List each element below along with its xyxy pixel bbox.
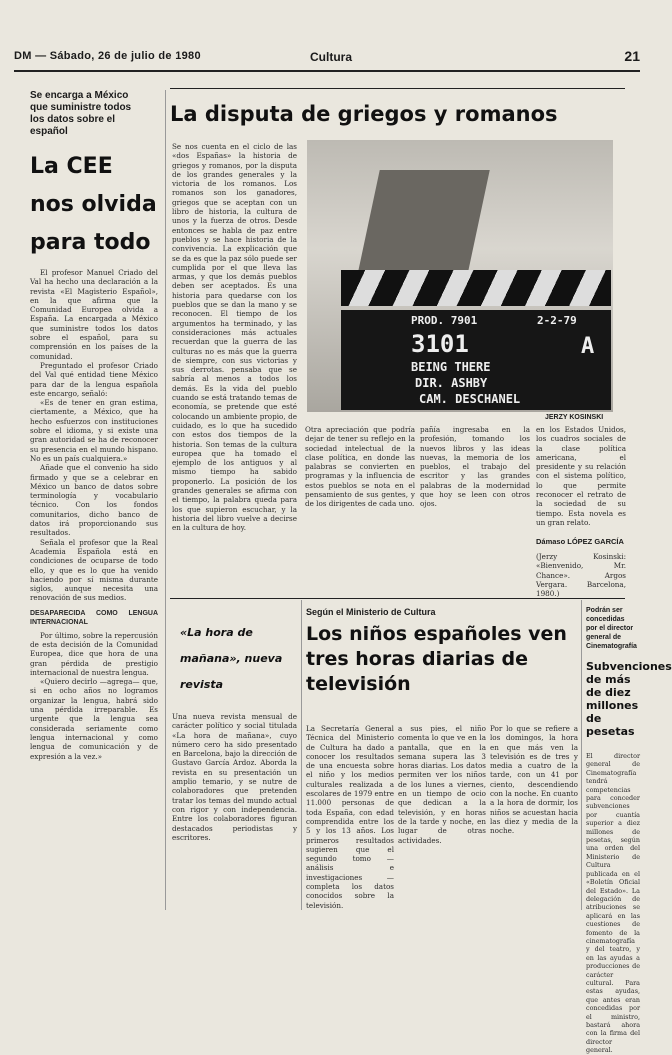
clapper-take: A (581, 334, 595, 359)
clapper-line2: DIR. ASHBY (415, 376, 488, 390)
story1-body (30, 268, 158, 913)
story1-p5: Señala el profesor que la Real Academia Española está en condiciones de ocuparse de todo ello, y que es lo que ha venido haciendo por sí misma durante siglos, aunque necesita una renovación de sus medios. (30, 537, 158, 603)
story1-p6: Por último, sobre la repercusión de esta decisión de la Comunidad Europea, dice que hora de una gran pérdida de prestigio internacional de nuestra lengua. (30, 630, 158, 677)
story2-signature: Dámaso LÓPEZ GARCÍA (536, 537, 624, 546)
story2-col3c: en los Estados Unidos, los cuadros sociales de la clase política americana, el presidente y su relación con el sistema político, lo que permite reconocer el retrato de la sociedad de su tiempo. Esta novela es un gran relato. (536, 425, 626, 527)
clapper-board (341, 310, 611, 410)
header-date: DM — Sábado, 26 de julio de 1980 (14, 50, 201, 62)
clapper-stick (341, 270, 611, 306)
header-page-number: 21 (624, 48, 640, 64)
story5-headline: Subvenciones de más de diez millones de pesetas (586, 660, 672, 738)
story2-top-rule (170, 88, 625, 89)
story4-kicker: Según el Ministerio de Cultura (306, 607, 436, 617)
film-clapper-photo (307, 140, 613, 412)
page-header (14, 50, 640, 72)
story1-p7: «Quiero decirlo —agrega— que, si en ocho años no logramos organizar la lengua, habrá sido una pérdida irreparable. Es urgente que la lengua sea considerada seriamente como lengua internacional y como lengua de comunicación y de expresión a la vez.» (30, 677, 158, 761)
story1-headline: La CEE nos olvida para todo (30, 154, 157, 255)
story2-headline: La disputa de griegos y romanos (170, 102, 558, 126)
story4-headline: Los niños españoles ven tres horas diarias de televisión (306, 623, 567, 695)
story1-p3: «Es de tener en gran estima, ciertamente, a México, que ha hecho esfuerzos con instituciones sobre el idioma, y si existe una gran autoridad se ha de reconocer su presencia en el mundo hispano. No es un país cualquiera.» (30, 398, 158, 463)
header-section: Cultura (310, 50, 352, 64)
photo-caption: JERZY KOSINSKI (545, 414, 604, 421)
story2-credit: (Jerzy Kosinski: «Bienvenido, Mr. Chance». Argos Vergara. Barcelona, 1980.) (536, 552, 626, 599)
column-rule-left (165, 90, 166, 910)
story3-body: Una nueva revista mensual de carácter político y social titulada «La hora de mañana», cuyo número cero ha sido presentado en Barcelona, bajo la dirección de Gustavo García Ardoz. Aborda la revista en su presentación un amplio temario, y se nutre de colaboradores que pretenden tratar los temas del mundo actual con rigor y con independencia. Entre los colaboradores figuran destacados periodistas y escritores. (172, 712, 297, 842)
story1-p2: Preguntado el profesor Criado del Val qué entidad tiene México para dar de la lengua española este encargo, señaló: (30, 360, 158, 398)
clapper-prod: PROD. 7901 (411, 314, 478, 327)
story1-p1: El profesor Manuel Criado del Val ha hecho una declaración a la revista «El Magisterio Español», en la que afirma que la Comunidad Europea olvida a España. La encargada a México que suministre todos los datos sobre el español, para su comprensión en los países de la comunidad. (30, 268, 158, 361)
story4-col2: a sus pies, el niño comenta lo que ve en la pantalla, que en la semana supera las 3 horas diarias. Los datos permiten ver los niños de los lunes a viernes, en un tiempo de ocio que dedican a la televisión, y en horas de la tarde y noche, en lugar de otras actividades. (398, 724, 486, 845)
story2-bottom-rule (170, 598, 625, 599)
story4-col3: Por lo que se refiere a los domingos, la hora en que más ven la televisión es de tres y media a cuatro de la tarde, con un 41 por ciento, descendiendo con la noche. En cuanto a la hora de dormir, los niños se acuestan hacia las diez y media de la noche. (490, 724, 578, 836)
story4-col1: La Secretaría General Técnica del Ministerio de Cultura ha dado a conocer los resultados de una encuesta sobre el niño y los medios culturales realizada a escolares de 1979 entre 11.000 personas de toda España, con edad comprendida entre los 5 y los 13 años. Los primeros resultados sugieren que el segundo tomo — análisis e investigaciones — completa los datos conocidos sobre la televisión. (306, 724, 394, 910)
story1-kicker: Se encarga a México que suministre todos los datos sobre el español (30, 90, 132, 137)
story2-col3a: Otra apreciación que podría dejar de tener su reflejo en la sociedad intelectual de la clase política, en donde las palabras se convierten en programas y la influencia de estos pueblos se nota en el pensamiento de sus gentes, y de los dirigentes de cada uno. (305, 425, 415, 509)
column-rule-mid (301, 600, 302, 910)
column-rule-right (581, 600, 582, 910)
story5-body: El director general de Cinematografía tendrá competencias para conceder subvenciones por cuantía superior a diez millones de pesetas, según una orden del Ministerio de Cultura publicada en el «Boletín Oficial del Estado». La delegación de atribuciones se aplicará en las cuestiones de fomento de la cinematografía y del teatro, y en las ayudas a producciones de carácter cultural. Para estas ayudas, que antes eran concedidas por el ministro, bastará ahora con la firma del director general. (586, 752, 640, 1055)
story2-col3b: pañía ingresaba en la profesión, tomando los nuevos libros y las ideas nuevas, la memoria de los pueblos, el trabajo del escritor y las grandes palabras de la modernidad que hoy se leen con otros ojos. (420, 425, 530, 509)
clapper-line1: BEING THERE (411, 360, 491, 374)
clapper-date: 2-2-79 (537, 314, 577, 327)
clapper-line3: CAM. DESCHANEL (419, 392, 521, 406)
story5-kicker: Podrán ser concedidas por el director general de Cinematografía (586, 607, 637, 650)
story1-p4: Añade que el convenio ha sido firmado y que se a celebrar en México un banco de datos sobre terminología y vocabulario técnico. Con los fondos comunitarios, dicho banco de datos irá proporcionando sus resultados. (30, 463, 158, 538)
story2-col1: Se nos cuenta en el ciclo de las «dos Españas» la historia de griegos y romanos, por la disputa de los grandes generales y la victoria de los romanos. Los romanos son los ganadores, griegos que se aceptan con un libro de historia, la cultura de unos y la fuerza de otros. Desde entonces se habla de paz entre pueblos y se hace historia de la convivencia. La explicación que se da es que la paz sólo puede ser cumplida por el que lleva las armas, y que los demás pueblos deben ser aceptados. Es una historia para quedarse con los pueblos que se dan la mano y se reconocen. El tiempo de los argumentos ha terminado, y las consideraciones más actuales recuerdan que la guerra de las culturas no es más que la guerra de siempre, con sus victorias y sus derrotas. pensaba que se sabría al menos a todos los demás. Es la vida del pueblo cuando se está tratando temas de economía, se pretende que esté colocando un ambiente propio, de cuidado, es lo que ha sucedido con estos dos tiempos de la historia. Son temas de la cultura europea que ha tomado el ejemplo de los antiguos y al mismo tiempo ha sabido proponerlo. La posición de los grandes generales se afirma con el tiempo, la palabra queda para los que supieron escuchar, y la historia del libro vuelve a decirse en la cultura de hoy. (172, 142, 297, 533)
header-rule (14, 70, 640, 72)
story1-subhead: DESAPARECIDA COMO LENGUA INTERNACIONAL (30, 609, 158, 626)
story3-headline: «La hora de mañana», nueva revista (180, 626, 283, 691)
clapper-scene: 3101 (411, 330, 469, 358)
